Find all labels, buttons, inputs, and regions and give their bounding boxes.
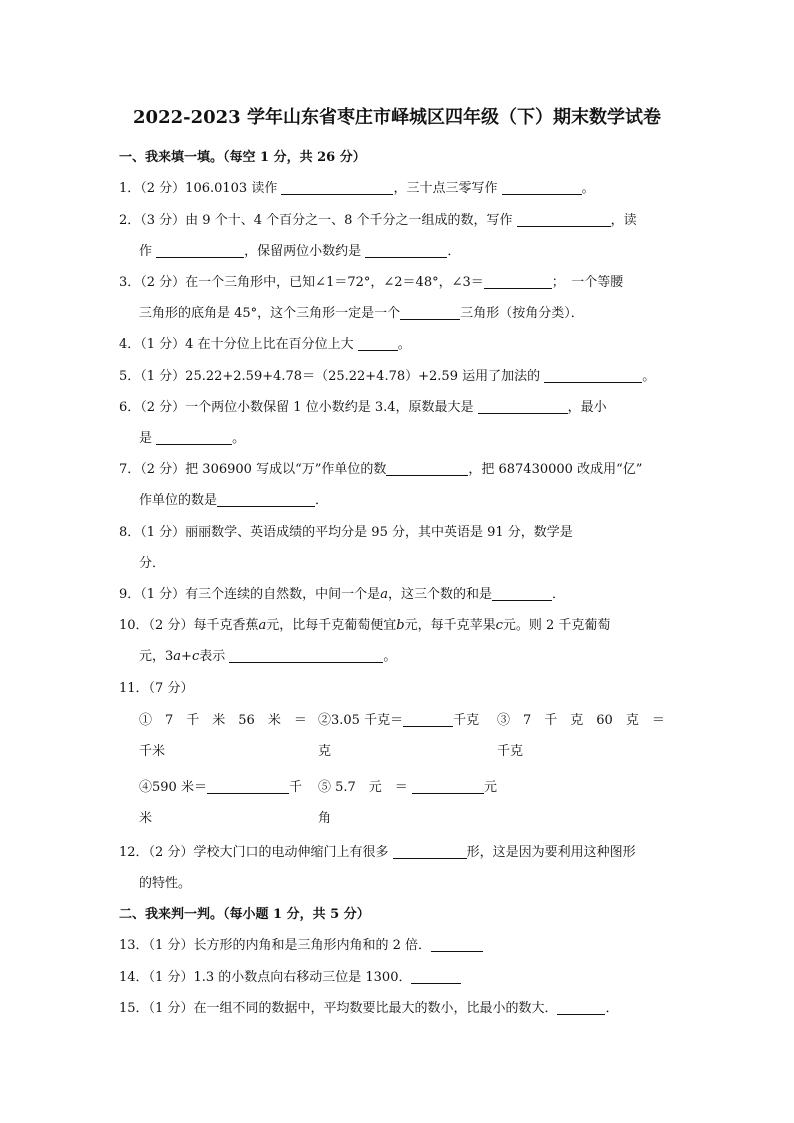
answer-blank[interactable] [229, 648, 383, 663]
question-14: 14．（1 分）1.3 的小数点向右移动三位是 1300． [119, 966, 461, 985]
question-3-cont: 三角形的底角是 45°，这个三角形一定是一个 三角形（按角分类）． [139, 306, 584, 321]
conversion-2: ②3.05 千克＝ 千克 [318, 713, 480, 728]
answer-blank[interactable] [393, 844, 467, 859]
conversion-5: ⑤ 5.7 元 ＝ 元 [318, 780, 497, 795]
answer-blank[interactable] [431, 937, 483, 952]
question-11-heading: 11．（7 分） [119, 681, 194, 696]
answer-blank[interactable] [156, 430, 232, 445]
question-10-cont: 元，3a+c表示 。 [139, 649, 397, 664]
answer-blank[interactable] [544, 368, 642, 383]
conversion-2-unit: 克 [318, 744, 332, 759]
page-title: 2022-2023 学年山东省枣庄市峄城区四年级（下）期末数学试卷 [133, 107, 661, 128]
question-5: 5．（1 分）25.22+2.59+4.78＝（25.22+4.78）+2.59 运用了加法的 。 [119, 369, 656, 384]
answer-blank[interactable] [411, 969, 461, 984]
question-7-cont: 作单位的数是 ． [139, 493, 329, 508]
question-6: 6．（2 分）一个两位小数保留 1 位小数约是 3.4，原数最大是 ，最小 [119, 400, 607, 415]
question-15: 15．（1 分）在一组不同的数据中，平均数要比最大的数小，比最小的数大． ． [119, 1001, 619, 1016]
question-3: 3．（2 分）在一个三角形中，已知∠1＝72°，∠2＝48°，∠3＝ ； 一个等腰 [119, 275, 624, 290]
answer-blank[interactable] [365, 243, 447, 258]
conversion-5-unit: 角 [318, 811, 332, 826]
question-8-cont: 分． [139, 556, 166, 571]
conversion-1-unit: 千米 [139, 744, 166, 759]
answer-blank[interactable] [281, 180, 393, 195]
answer-blank[interactable] [478, 399, 568, 414]
conversion-4: ④590 米＝ 千 [139, 780, 302, 795]
question-1: 1．（2 分）106.0103 读作 ，三十点三零写作 。 [119, 181, 595, 196]
answer-blank[interactable] [217, 492, 315, 507]
answer-blank[interactable] [517, 212, 611, 227]
answer-blank[interactable] [484, 274, 552, 289]
question-8: 8．（1 分）丽丽数学、英语成绩的平均分是 95 分，其中英语是 91 分，数学是 [119, 525, 573, 540]
conversion-3-unit: 千克 [497, 744, 524, 759]
conversion-3: ③ 7 千 克 60 克 ＝ [497, 713, 665, 728]
conversion-4-unit: 米 [139, 811, 153, 826]
answer-blank[interactable] [207, 779, 289, 794]
question-12-cont: 的特性。 [139, 876, 192, 891]
question-7: 7．（2 分）把 306900 写成以“万”作单位的数 ，把 687430000 改成用“亿” [119, 462, 643, 477]
question-13: 13．（1 分）长方形的内角和是三角形内角和的 2 倍． [119, 934, 483, 953]
answer-blank[interactable] [557, 1000, 605, 1015]
question-9: 9．（1 分）有三个连续的自然数，中间一个是a，这三个数的和是 ． [119, 587, 565, 602]
answer-blank[interactable] [412, 779, 484, 794]
answer-blank[interactable] [156, 243, 244, 258]
answer-blank[interactable] [400, 305, 460, 320]
question-12: 12．（2 分）学校大门口的电动伸缩门上有很多 形，这是因为要利用这种图形 [119, 845, 636, 860]
answer-blank[interactable] [386, 461, 468, 476]
answer-blank[interactable] [502, 180, 582, 195]
question-2: 2．（3 分）由 9 个十、4 个百分之一、8 个千分之一组成的数，写作 ，读 [119, 213, 637, 228]
conversion-1: ① 7 千 米 56 米 ＝ [139, 713, 307, 728]
answer-blank[interactable] [403, 712, 453, 727]
question-10: 10．（2 分）每千克香蕉a元，比每千克葡萄便宜b元，每千克苹果c元。则 2 千克葡萄 [119, 618, 611, 633]
answer-blank[interactable] [492, 586, 552, 601]
section-2-heading: 二、我来判一判。（每小题 1 分，共 5 分） [119, 907, 370, 922]
question-4: 4．（1 分）4 在十分位上比在百分位上大 。 [119, 337, 411, 352]
question-6-cont: 是 。 [139, 431, 246, 446]
section-1-heading: 一、我来填一填。（每空 1 分，共 26 分） [119, 150, 366, 165]
question-2-cont: 作 ，保留两位小数约是 ． [139, 244, 461, 259]
answer-blank[interactable] [358, 336, 398, 351]
